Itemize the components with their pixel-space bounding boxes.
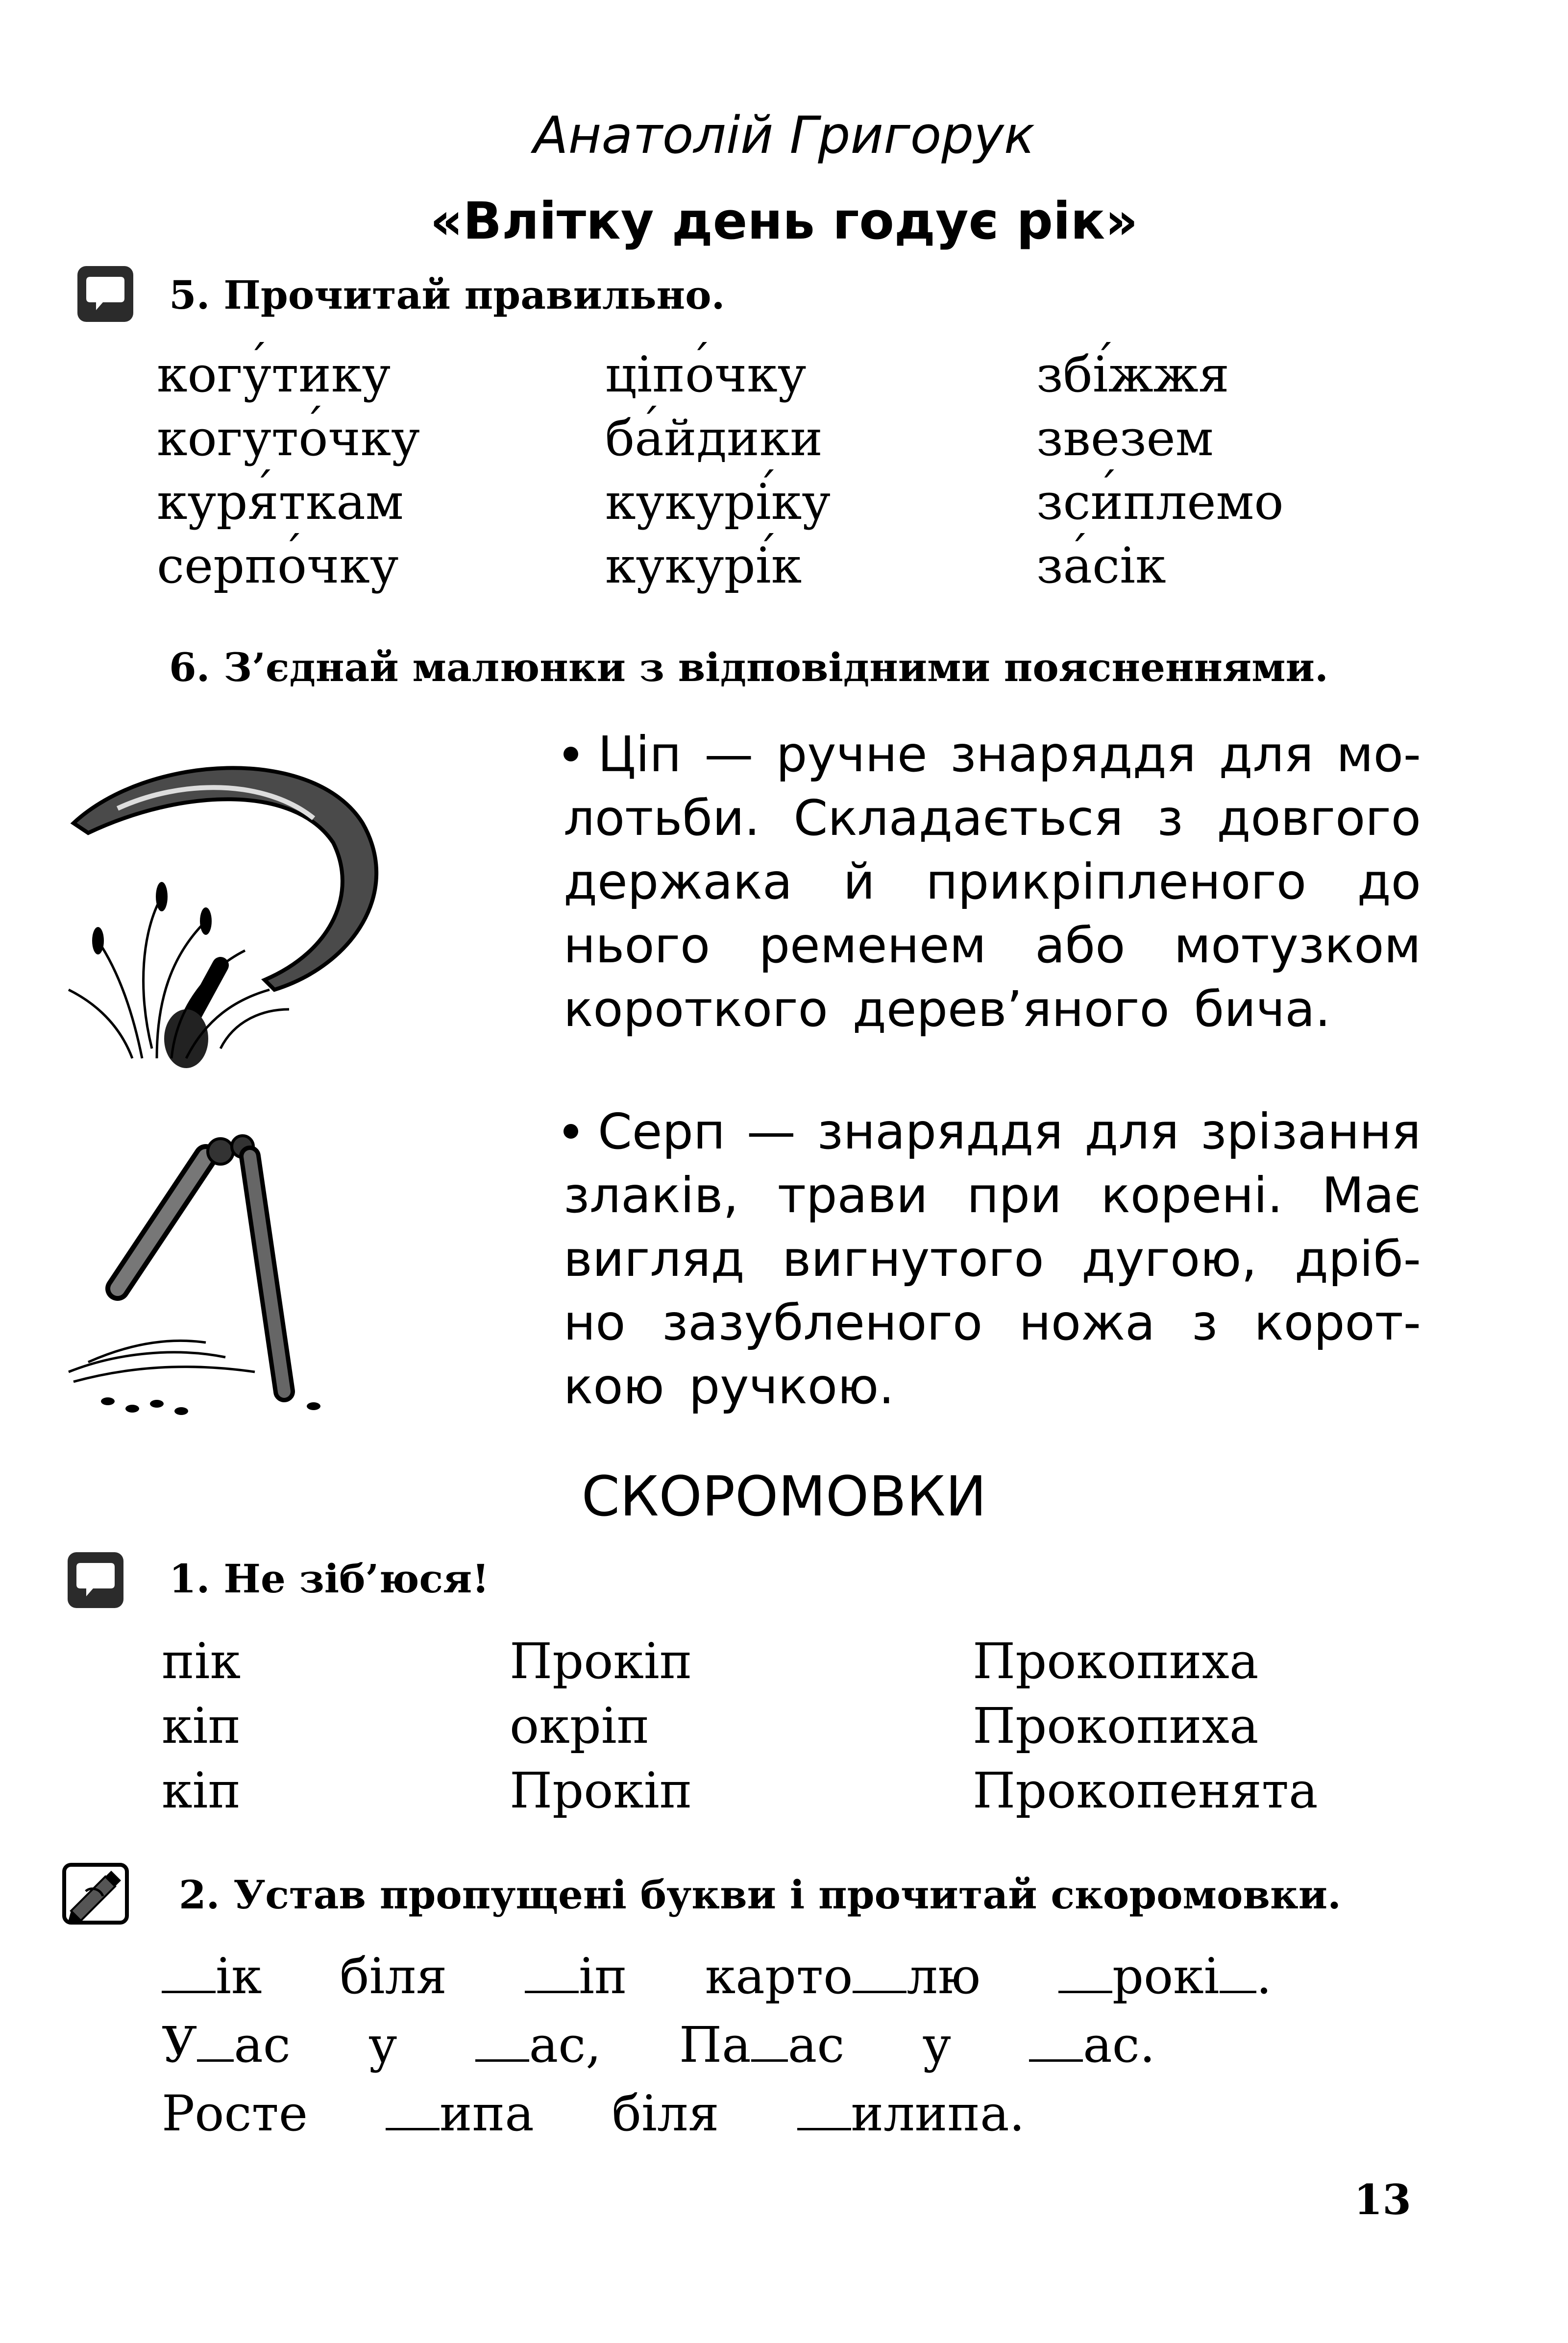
bullet xyxy=(564,1124,578,1139)
definition-line: нього ременем або мотузком xyxy=(564,917,1421,974)
twister-word: кіп xyxy=(162,1697,241,1755)
word-item: ціпо ´чку xyxy=(605,343,831,407)
definition-flail xyxy=(564,723,1421,1041)
page-number: 13 xyxy=(1354,2175,1411,2224)
definition-line: держака й прикріпленого до xyxy=(564,853,1421,910)
blank[interactable] xyxy=(853,1954,906,1993)
poem-title: «Влітку день годує рік» xyxy=(430,191,1138,251)
task-5-title: 5. Прочитай правильно. xyxy=(169,272,725,318)
definition-line: вигляд вигнутого дугою, дріб- xyxy=(564,1230,1421,1288)
blank[interactable] xyxy=(797,2091,851,2130)
twister-word: окріп xyxy=(510,1697,650,1755)
definition-line: лотьби. Складається з довгого xyxy=(564,789,1421,847)
twister-column-1 xyxy=(162,1629,241,1823)
word-item: ба ´йдики xyxy=(605,407,831,470)
blank[interactable] xyxy=(197,2023,234,2062)
word-item: куря ´ткам xyxy=(157,470,420,534)
task-5-column-3 xyxy=(1036,343,1284,598)
task-6-title: 6. З’єднай малюнки з відповідними поясненнями. xyxy=(169,644,1328,690)
speech-bubble-icon xyxy=(74,262,137,326)
blank[interactable] xyxy=(1029,2023,1083,2062)
definition-sickle xyxy=(564,1100,1421,1418)
definition-line: кою ручкою. xyxy=(564,1358,895,1415)
word-item: серпо ´чку xyxy=(157,534,420,598)
sickle-illustration xyxy=(59,735,402,1068)
writing-hand-icon xyxy=(61,1862,130,1926)
twister-word: Прокопиха xyxy=(973,1633,1259,1690)
twister-word: Прокопенята xyxy=(973,1762,1318,1819)
blank[interactable] xyxy=(162,1954,216,1993)
word-item: когу ´тику xyxy=(157,343,420,407)
twister-word: пік xyxy=(162,1633,241,1690)
word-item: звезем xyxy=(1036,410,1214,467)
tongue-twister-task-1-title: 1. Не зіб’юся! xyxy=(169,1556,490,1602)
blank[interactable] xyxy=(475,2023,529,2062)
blank[interactable] xyxy=(1220,1954,1256,1993)
definition-line: Ціп — ручне знаряддя для мо- xyxy=(564,723,1421,786)
word-item: кукурі ´к xyxy=(605,534,831,598)
fill-in-line-1: ік біля іп карто лю рокі . xyxy=(162,1948,1272,2005)
author-name: Анатолій Григорук xyxy=(533,105,1035,165)
bullet xyxy=(564,747,578,761)
twister-column-3 xyxy=(973,1629,1318,1823)
task-5-column-2 xyxy=(605,343,831,598)
word-item: когуто ´чку xyxy=(157,407,420,470)
word-item: за ´сік xyxy=(1036,534,1284,598)
flail-illustration xyxy=(59,1127,363,1421)
fill-in-line-3: Росте ипа біля илипа. xyxy=(162,2085,1025,2142)
tongue-twister-task-2-title: 2. Устав пропущені букви і прочитай скоромовки. xyxy=(179,1872,1341,1918)
twister-word: Прокіп xyxy=(510,1762,692,1819)
speech-bubble-icon xyxy=(64,1548,127,1612)
section-heading: СКОРОМОВКИ xyxy=(581,1465,987,1529)
word-item: збі ´жжя xyxy=(1036,343,1284,407)
task-5-column-1 xyxy=(157,343,420,598)
blank[interactable] xyxy=(751,2023,788,2062)
definition-line: но зазубленого ножа з корот- xyxy=(564,1294,1421,1351)
definition-line: короткого дерев’яного бича. xyxy=(564,980,1331,1038)
blank[interactable] xyxy=(1058,1954,1112,1993)
twister-word: кіп xyxy=(162,1762,241,1819)
blank[interactable] xyxy=(386,2091,440,2130)
twister-column-2 xyxy=(510,1629,692,1823)
twister-word: Прокопиха xyxy=(973,1697,1259,1755)
definition-line: злаків, трави при корені. Має xyxy=(564,1167,1421,1224)
blank[interactable] xyxy=(525,1954,579,1993)
word-item: зси ´племо xyxy=(1036,470,1284,534)
definition-line: Серп — знаряддя для зрізання xyxy=(564,1100,1421,1164)
twister-word: Прокіп xyxy=(510,1633,692,1690)
word-item: кукурі ´ку xyxy=(605,470,831,534)
fill-in-line-2: У ас у ас, Па ас у ас. xyxy=(162,2016,1155,2074)
